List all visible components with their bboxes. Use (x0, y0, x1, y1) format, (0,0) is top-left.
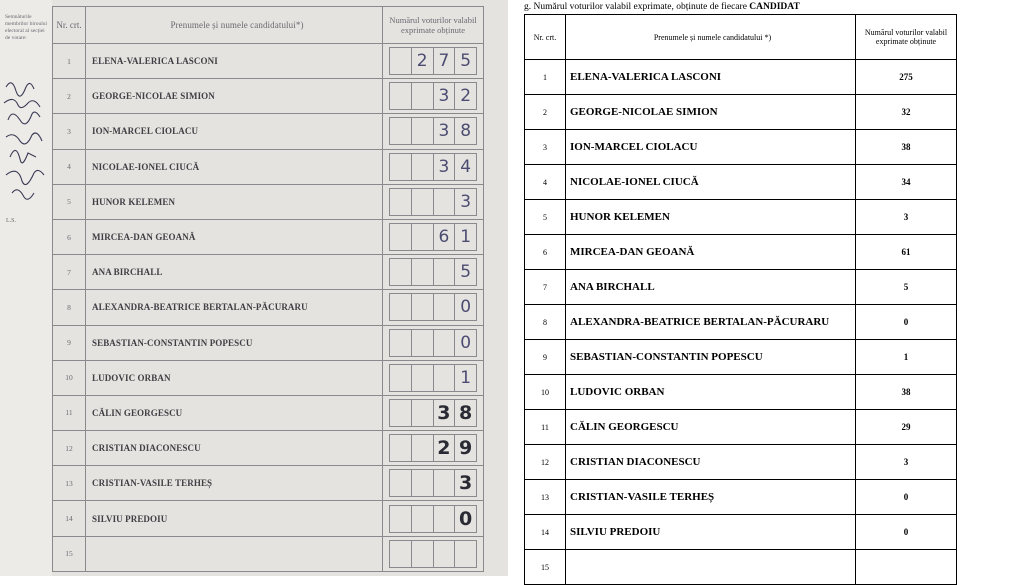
table-row (525, 445, 957, 480)
candidate-name: ELENA-VALERICA LASCONI (86, 44, 383, 79)
table-row (525, 95, 957, 130)
row-number: 5 (525, 200, 566, 235)
handwritten-digit: 3 (459, 472, 473, 495)
votes-cell (383, 501, 484, 536)
row-number: 2 (525, 95, 566, 130)
handwritten-digit (412, 83, 434, 109)
table-row (53, 184, 484, 219)
votes-cell (383, 395, 484, 430)
handwritten-digit: 1 (460, 367, 472, 388)
handwritten-digit (412, 330, 434, 356)
digit-boxes (389, 505, 477, 533)
row-number: 11 (525, 410, 566, 445)
candidate-name: CRISTIAN DIACONESCU (566, 445, 856, 480)
table-row (53, 255, 484, 290)
handwritten-digit (390, 435, 412, 461)
digit-boxes (389, 117, 477, 145)
handwritten-digit (412, 506, 434, 532)
handwritten-digit (412, 365, 434, 391)
votes-value: 29 (856, 410, 957, 445)
handwritten-digit: 9 (459, 437, 473, 460)
transcribed-form (518, 0, 1024, 576)
table-row (53, 149, 484, 184)
header-votes: Numărul voturilor valabil exprimate obținute (383, 7, 484, 44)
table-row (525, 165, 957, 200)
digit-boxes (389, 540, 477, 568)
digit-boxes (389, 469, 477, 497)
handwritten-digit (434, 541, 456, 567)
section-title-bold: CANDIDAT (749, 2, 800, 12)
candidate-name (566, 550, 856, 585)
row-number: 6 (525, 235, 566, 270)
handwritten-digit (434, 330, 456, 356)
row-number: 1 (53, 44, 86, 79)
candidate-name: ANA BIRCHALL (566, 270, 856, 305)
candidate-name: ANA BIRCHALL (86, 255, 383, 290)
candidate-name: ALEXANDRA-BEATRICE BERTALAN-PĂCURARU (86, 290, 383, 325)
row-number: 5 (53, 184, 86, 219)
row-number: 12 (53, 431, 86, 466)
seal-label: L.S. (6, 218, 17, 224)
candidate-name: HUNOR KELEMEN (86, 184, 383, 219)
handwritten-digit (434, 259, 456, 285)
handwritten-digit: 2 (412, 48, 434, 74)
header-nr: Nr. crt. (53, 7, 86, 44)
votes-value: 32 (856, 95, 957, 130)
table-row (525, 515, 957, 550)
handwritten-digit: 5 (460, 51, 472, 72)
digit-boxes (389, 258, 477, 286)
row-number: 14 (53, 501, 86, 536)
votes-cell (383, 79, 484, 114)
candidate-name: SEBASTIAN-CONSTANTIN POPESCU (86, 325, 383, 360)
handwritten-digit (390, 259, 412, 285)
row-number: 2 (53, 79, 86, 114)
section-title-prefix: g. Numărul voturilor valabil exprimate, obținute de fiecare (524, 2, 750, 12)
header-name: Prenumele și numele candidatului *) (566, 15, 856, 60)
handwritten-digit (390, 400, 412, 426)
table-row (53, 219, 484, 254)
handwritten-digit: 0 (460, 297, 472, 318)
row-number: 13 (525, 480, 566, 515)
handwritten-digit (390, 118, 412, 144)
header-name: Prenumele și numele candidatului*) (86, 7, 383, 44)
table-row (525, 200, 957, 235)
candidate-name: LUDOVIC ORBAN (86, 360, 383, 395)
handwritten-digit (434, 189, 456, 215)
handwritten-digit (412, 118, 434, 144)
handwritten-signatures (0, 75, 52, 225)
candidate-name: NICOLAE-IONEL CIUCĂ (566, 165, 856, 200)
handwritten-digit: 0 (460, 332, 472, 353)
handwritten-digit (412, 294, 434, 320)
handwritten-digit (390, 83, 412, 109)
votes-value: 38 (856, 130, 957, 165)
candidate-name (86, 536, 383, 571)
table-row (525, 235, 957, 270)
handwritten-digit: 0 (459, 507, 473, 530)
handwritten-digit: 3 (434, 400, 456, 426)
handwritten-digit: 3 (434, 154, 456, 180)
table-row (525, 270, 957, 305)
row-number: 3 (53, 114, 86, 149)
handwritten-digit (434, 506, 456, 532)
row-number: 9 (525, 340, 566, 375)
candidate-name: CĂLIN GEORGESCU (86, 395, 383, 430)
handwritten-digit (455, 541, 476, 567)
handwritten-digit (434, 294, 456, 320)
table-row (525, 60, 957, 95)
table-row (525, 410, 957, 445)
handwritten-digit (390, 541, 412, 567)
handwritten-digit (390, 189, 412, 215)
handwritten-digit (412, 189, 434, 215)
votes-cell (383, 44, 484, 79)
handwritten-digit (412, 470, 434, 496)
table-row (53, 431, 484, 466)
handwritten-digit: 1 (460, 227, 472, 248)
candidate-name: ION-MARCEL CIOLACU (566, 130, 856, 165)
handwritten-digit (412, 435, 434, 461)
handwritten-digit: 4 (460, 156, 472, 177)
digit-boxes (389, 82, 477, 110)
votes-value: 275 (856, 60, 957, 95)
table-row (53, 290, 484, 325)
row-number: 7 (525, 270, 566, 305)
row-number: 11 (53, 395, 86, 430)
votes-cell (383, 325, 484, 360)
votes-cell (383, 536, 484, 571)
table-row (53, 325, 484, 360)
row-number: 1 (525, 60, 566, 95)
section-title (524, 2, 800, 12)
digit-boxes (389, 153, 477, 181)
votes-value: 0 (856, 515, 957, 550)
digit-boxes (389, 364, 477, 392)
table-row (53, 44, 484, 79)
header-nr: Nr. crt. (525, 15, 566, 60)
handwritten-digit (390, 154, 412, 180)
digit-boxes (389, 399, 477, 427)
votes-cell (383, 360, 484, 395)
candidate-name: CRISTIAN-VASILE TERHEȘ (86, 466, 383, 501)
votes-value: 5 (856, 270, 957, 305)
table-row (525, 130, 957, 165)
handwritten-digit: 8 (460, 121, 472, 142)
row-number: 4 (525, 165, 566, 200)
transcribed-results-table (524, 14, 957, 585)
candidate-name: CĂLIN GEORGESCU (566, 410, 856, 445)
votes-cell (383, 114, 484, 149)
row-number: 12 (525, 445, 566, 480)
row-number: 15 (53, 536, 86, 571)
table-row (525, 480, 957, 515)
row-number: 15 (525, 550, 566, 585)
votes-cell (383, 149, 484, 184)
handwritten-digit (412, 400, 434, 426)
row-number: 10 (53, 360, 86, 395)
handwritten-digit (412, 224, 434, 250)
digit-boxes (389, 223, 477, 251)
table-row (53, 395, 484, 430)
votes-cell (383, 466, 484, 501)
votes-cell (383, 219, 484, 254)
digit-boxes (389, 188, 477, 216)
handwritten-digit: 3 (460, 191, 472, 212)
row-number: 3 (525, 130, 566, 165)
table-row (525, 550, 957, 585)
handwritten-digit (390, 365, 412, 391)
handwritten-digit (390, 48, 412, 74)
candidate-name: ION-MARCEL CIOLACU (86, 114, 383, 149)
candidate-name: GEORGE-NICOLAE SIMION (86, 79, 383, 114)
candidate-name: GEORGE-NICOLAE SIMION (566, 95, 856, 130)
votes-cell (383, 290, 484, 325)
candidate-name: NICOLAE-IONEL CIUCĂ (86, 149, 383, 184)
scanned-form-photo (0, 0, 508, 576)
row-number: 13 (53, 466, 86, 501)
candidate-name: SEBASTIAN-CONSTANTIN POPESCU (566, 340, 856, 375)
handwritten-digit (390, 470, 412, 496)
signature-column (0, 0, 52, 576)
handwritten-digit (434, 470, 456, 496)
candidate-name: MIRCEA-DAN GEOANĂ (566, 235, 856, 270)
candidate-name: CRISTIAN-VASILE TERHEȘ (566, 480, 856, 515)
handwritten-digit: 3 (434, 83, 456, 109)
table-row (53, 79, 484, 114)
table-row (53, 536, 484, 571)
handwritten-digit: 8 (459, 401, 473, 424)
digit-boxes (389, 329, 477, 357)
handwritten-digit: 2 (434, 435, 456, 461)
row-number: 9 (53, 325, 86, 360)
candidate-name: HUNOR KELEMEN (566, 200, 856, 235)
votes-value: 38 (856, 375, 957, 410)
votes-value: 61 (856, 235, 957, 270)
signature-column-label: Semnăturile membrilor biroului electoral al secției de votare: (5, 14, 48, 41)
votes-value (856, 550, 957, 585)
table-row (525, 375, 957, 410)
handwritten-digit: 6 (434, 224, 456, 250)
handwritten-digit (390, 294, 412, 320)
candidate-name: SILVIU PREDOIU (86, 501, 383, 536)
table-row (53, 360, 484, 395)
votes-value: 0 (856, 305, 957, 340)
handwritten-digit (390, 330, 412, 356)
handwritten-digit: 5 (460, 262, 472, 283)
candidate-name: SILVIU PREDOIU (566, 515, 856, 550)
candidate-name: ALEXANDRA-BEATRICE BERTALAN-PĂCURARU (566, 305, 856, 340)
votes-cell (383, 184, 484, 219)
table-row (53, 114, 484, 149)
row-number: 14 (525, 515, 566, 550)
candidate-name: LUDOVIC ORBAN (566, 375, 856, 410)
handwritten-digit (390, 224, 412, 250)
votes-value: 3 (856, 200, 957, 235)
votes-value: 0 (856, 480, 957, 515)
header-votes: Numărul voturilor valabil exprimate obținute (856, 15, 957, 60)
row-number: 8 (525, 305, 566, 340)
row-number: 4 (53, 149, 86, 184)
votes-value: 3 (856, 445, 957, 480)
votes-cell (383, 255, 484, 290)
handwritten-digit (434, 365, 456, 391)
table-row (53, 466, 484, 501)
digit-boxes (389, 293, 477, 321)
candidate-name: ELENA-VALERICA LASCONI (566, 60, 856, 95)
row-number: 8 (53, 290, 86, 325)
table-row (53, 501, 484, 536)
table-row (525, 305, 957, 340)
candidate-name: CRISTIAN DIACONESCU (86, 431, 383, 466)
votes-cell (383, 431, 484, 466)
row-number: 10 (525, 375, 566, 410)
scanned-results-table (52, 6, 484, 572)
handwritten-digit (412, 259, 434, 285)
digit-boxes (389, 47, 477, 75)
candidate-name: MIRCEA-DAN GEOANĂ (86, 219, 383, 254)
handwritten-digit: 2 (460, 86, 472, 107)
row-number: 6 (53, 219, 86, 254)
votes-value: 34 (856, 165, 957, 200)
handwritten-digit (390, 506, 412, 532)
handwritten-digit: 3 (434, 118, 456, 144)
handwritten-digit (412, 541, 434, 567)
table-row (525, 340, 957, 375)
votes-value: 1 (856, 340, 957, 375)
handwritten-digit: 7 (434, 48, 456, 74)
row-number: 7 (53, 255, 86, 290)
digit-boxes (389, 434, 477, 462)
handwritten-digit (412, 154, 434, 180)
